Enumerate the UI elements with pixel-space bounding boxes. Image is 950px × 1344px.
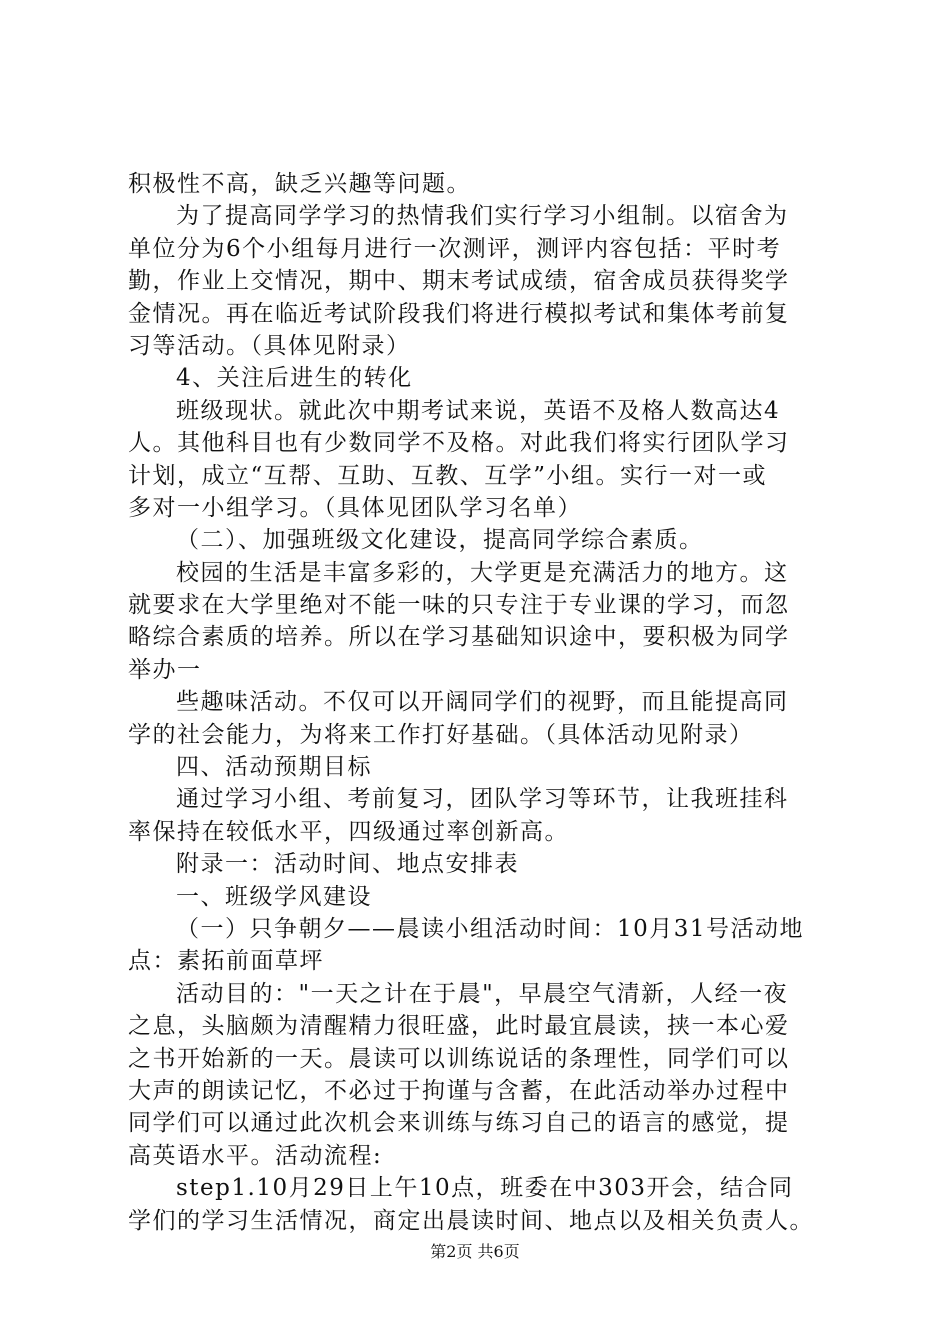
- text-line: 班级现状。就此次中期考试来说，英语不及格人数高达4: [176, 397, 781, 424]
- document-body: [128, 168, 833, 1237]
- text-line: 举办一: [128, 656, 202, 683]
- text-line: 计划，成立“互帮、互助、互教、互学”小组。实行一对一或: [128, 462, 768, 489]
- text-line: 金情况。再在临近考试阶段我们将进行模拟考试和集体考前复: [128, 300, 790, 327]
- text-line: 大声的朗读记忆，不必过于拘谨与含蓄，在此活动举办过程中: [128, 1077, 790, 1104]
- text-line: 习等活动。（具体见附录）: [128, 332, 411, 359]
- text-line: 高英语水平。活动流程:: [128, 1142, 383, 1169]
- text-line: 多对一小组学习。（具体见团队学习名单）: [128, 494, 582, 521]
- text-line: 之书开始新的一天。晨读可以训练说话的条理性，同学们可以: [128, 1045, 790, 1072]
- page-number-footer: 第2页 共6页: [430, 1242, 520, 1261]
- text-line: 学的社会能力，为将来工作打好基础。（具体活动见附录）: [128, 721, 754, 748]
- text-line: 校园的生活是丰富多彩的，大学更是充满活力的地方。这: [176, 559, 789, 586]
- section-heading: （二）、加强班级文化建设，提高同学综合素质。: [176, 527, 704, 554]
- text-line: 率保持在较低水平，四级通过率创新高。: [128, 818, 569, 845]
- text-line: 勤，作业上交情况，期中、期末考试成绩，宿舍成员获得奖学: [128, 268, 790, 295]
- text-line: 之息，头脑颇为清醒精力很旺盛，此时最宜晨读，挟一本心爱: [128, 1013, 790, 1040]
- section-heading: 4、关注后进生的转化: [176, 365, 413, 392]
- text-line: 略综合素质的培养。所以在学习基础知识途中，要积极为同学: [128, 624, 790, 651]
- appendix-heading: 附录一：活动时间、地点安排表: [176, 851, 519, 878]
- text-line: 人。其他科目也有少数同学不及格。对此我们将实行团队学习: [128, 430, 790, 457]
- text-line: （一）只争朝夕——晨读小组活动时间：10月31号活动地: [176, 915, 805, 942]
- text-line: 单位分为6个小组每月进行一次测评，测评内容包括：平时考: [128, 235, 782, 262]
- text-line: 些趣味活动。不仅可以开阔同学们的视野，而且能提高同: [176, 689, 789, 716]
- text-line: 活动目的："一天之计在于晨"，早晨空气清新，人经一夜: [176, 980, 789, 1007]
- text-line: 积极性不高，缺乏兴趣等问题。: [128, 171, 471, 197]
- text-line: 同学们可以通过此次机会来训练与练习自己的语言的感觉，提: [128, 1110, 790, 1137]
- text-line: 学们的学习生活情况，商定出晨读时间、地点以及相关负责人。: [128, 1207, 814, 1234]
- section-heading: 一、班级学风建设: [176, 883, 372, 910]
- section-heading: 四、活动预期目标: [176, 754, 372, 781]
- text-line: 通过学习小组、考前复习，团队学习等环节，让我班挂科: [176, 786, 789, 813]
- text-line: 为了提高同学学习的热情我们实行学习小组制。以宿舍为: [176, 203, 789, 230]
- text-line: step1.10月29日上午10点，班委在中303开会，结合同: [176, 1175, 794, 1202]
- text-line: 就要求在大学里绝对不能一味的只专注于专业课的学习，而忽: [128, 592, 790, 619]
- text-line: 点：素拓前面草坪: [128, 948, 324, 975]
